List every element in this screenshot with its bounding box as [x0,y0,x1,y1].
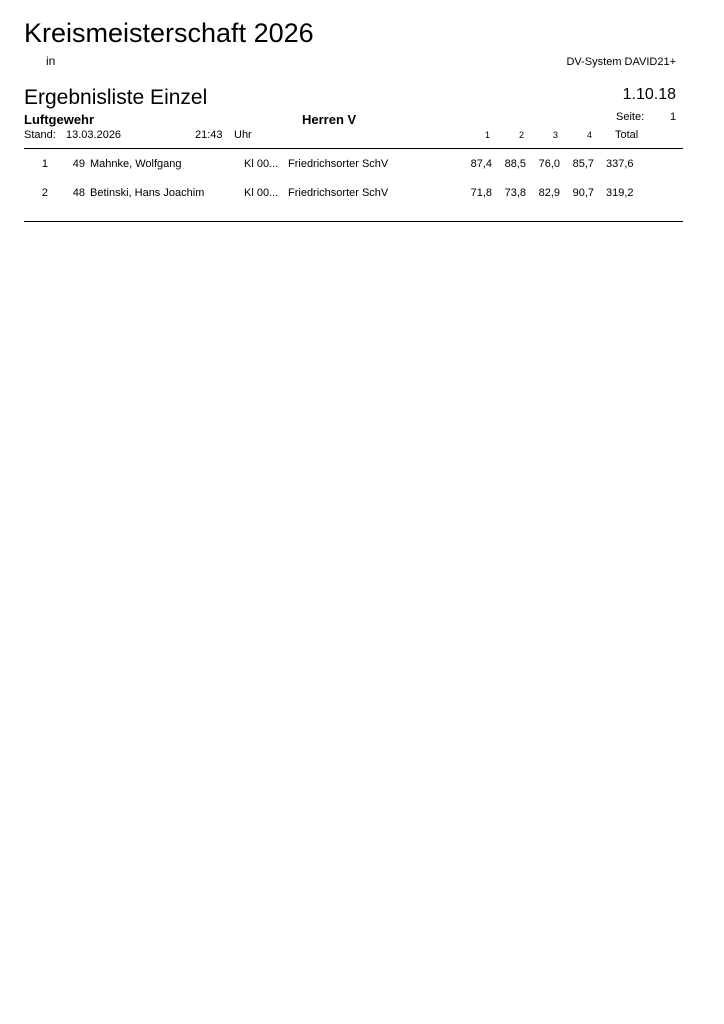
stand-time-unit: Uhr [234,129,252,141]
series-score-1: 71,8 [470,187,492,199]
series-header-3: 3 [553,130,559,140]
page-number-label: Seite: [616,111,645,123]
class-label: Herren V [302,112,357,127]
table-row [0,159,724,175]
table-end-divider [24,221,683,222]
total-header: Total [615,129,639,141]
series-score-3: 76,0 [538,158,560,170]
series-header-1: 1 [485,130,491,140]
club-name: Friedrichsorter SchV [288,187,389,199]
series-score-2: 88,5 [504,158,526,170]
shooter-name: Betinski, Hans Joachim [90,187,205,199]
club-name: Friedrichsorter SchV [288,158,389,170]
header-divider [24,148,683,149]
series-score-1: 87,4 [470,158,492,170]
series-score-2: 73,8 [504,187,526,199]
list-title: Ergebnisliste Einzel [24,86,208,109]
page-title: Kreismeisterschaft 2026 [24,18,314,48]
stand-time: 21:43 [195,129,223,141]
start-number: 49 [72,158,85,170]
series-score-3: 82,9 [538,187,560,199]
shooter-name: Mahnke, Wolfgang [90,158,182,170]
venue-label: in [46,54,56,68]
stand-label: Stand: [24,129,56,141]
club-code: Kl 00... [244,187,279,199]
rank: 2 [41,187,48,199]
total-score: 319,2 [606,187,634,199]
series-header-4: 4 [587,130,593,140]
rank: 1 [41,158,48,170]
series-header-2: 2 [519,130,525,140]
page-number: 1 [670,111,677,123]
series-score-4: 85,7 [572,158,594,170]
club-code: Kl 00... [244,158,279,170]
series-score-4: 90,7 [572,187,594,199]
system-label: DV-System DAVID21+ [566,56,676,68]
start-number: 48 [72,187,85,199]
stand-date: 13.03.2026 [66,129,122,141]
list-code: 1.10.18 [622,86,676,103]
total-score: 337,6 [606,158,634,170]
table-row [0,188,724,204]
discipline-label: Luftgewehr [24,112,95,127]
